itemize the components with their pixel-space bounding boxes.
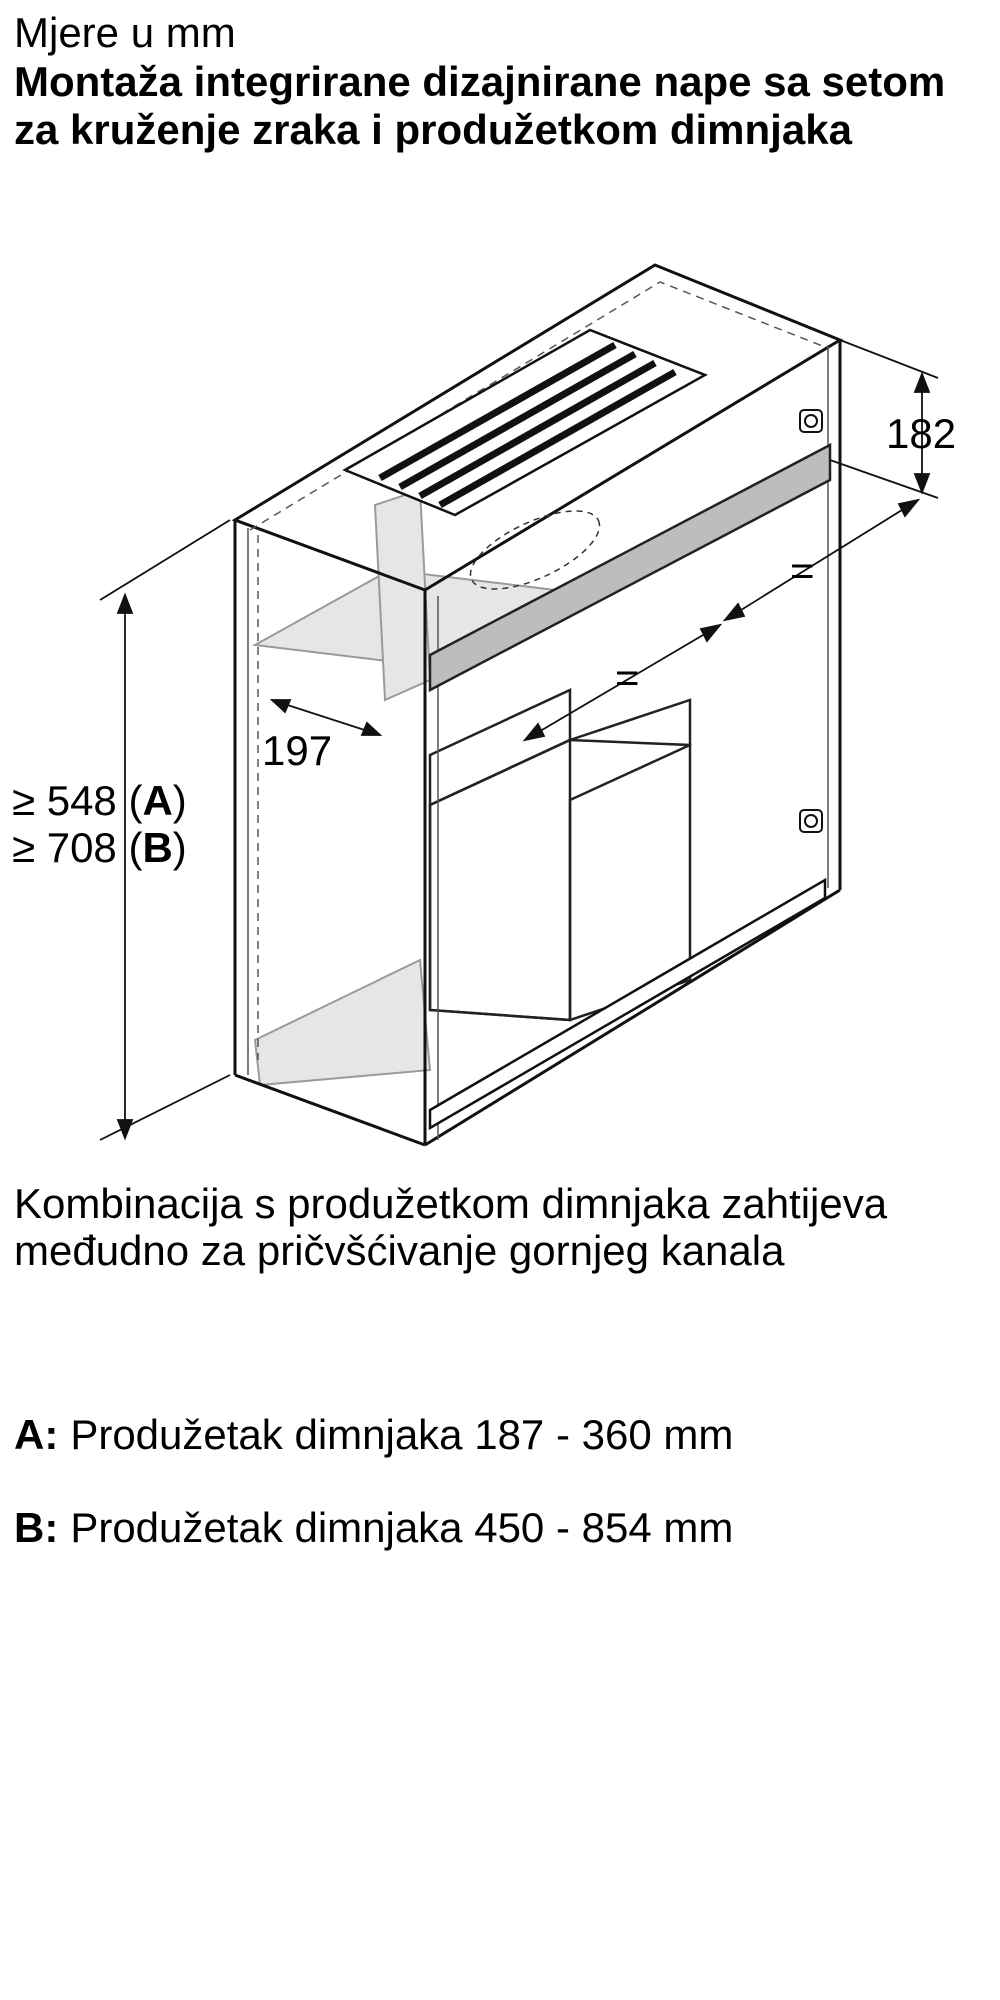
page-title: Montaža integrirane dizajnirane nape sa setom za kruženje zraka i produžetkom dimnjaka bbox=[14, 58, 946, 153]
legend-item-a bbox=[14, 1412, 733, 1458]
units-label: Mjere u mm bbox=[14, 9, 236, 56]
air-grille bbox=[345, 330, 705, 515]
dimension-182-label: 182 bbox=[886, 410, 957, 457]
height-label-a: ≥ 548 (A) bbox=[12, 777, 187, 824]
legend-text: Produžetak dimnjaka 450 - 854 mm bbox=[70, 1504, 734, 1551]
height-label-b: ≥ 708 (B) bbox=[12, 824, 187, 871]
equal-sign-right: = bbox=[790, 547, 815, 594]
hood-housing bbox=[430, 690, 690, 1020]
equal-sign-left: = bbox=[615, 654, 640, 701]
legend-key: B: bbox=[14, 1504, 59, 1551]
installation-note: Kombinacija s produžetkom dimnjaka zahtijeva međudno za pričvšćivanje gornjeg kanala bbox=[14, 1180, 888, 1274]
legend-text: Produžetak dimnjaka 187 - 360 mm bbox=[70, 1411, 734, 1458]
legend-key: A: bbox=[14, 1411, 59, 1458]
legend-item-b bbox=[14, 1505, 733, 1551]
dimension-197-label: 197 bbox=[262, 727, 333, 774]
